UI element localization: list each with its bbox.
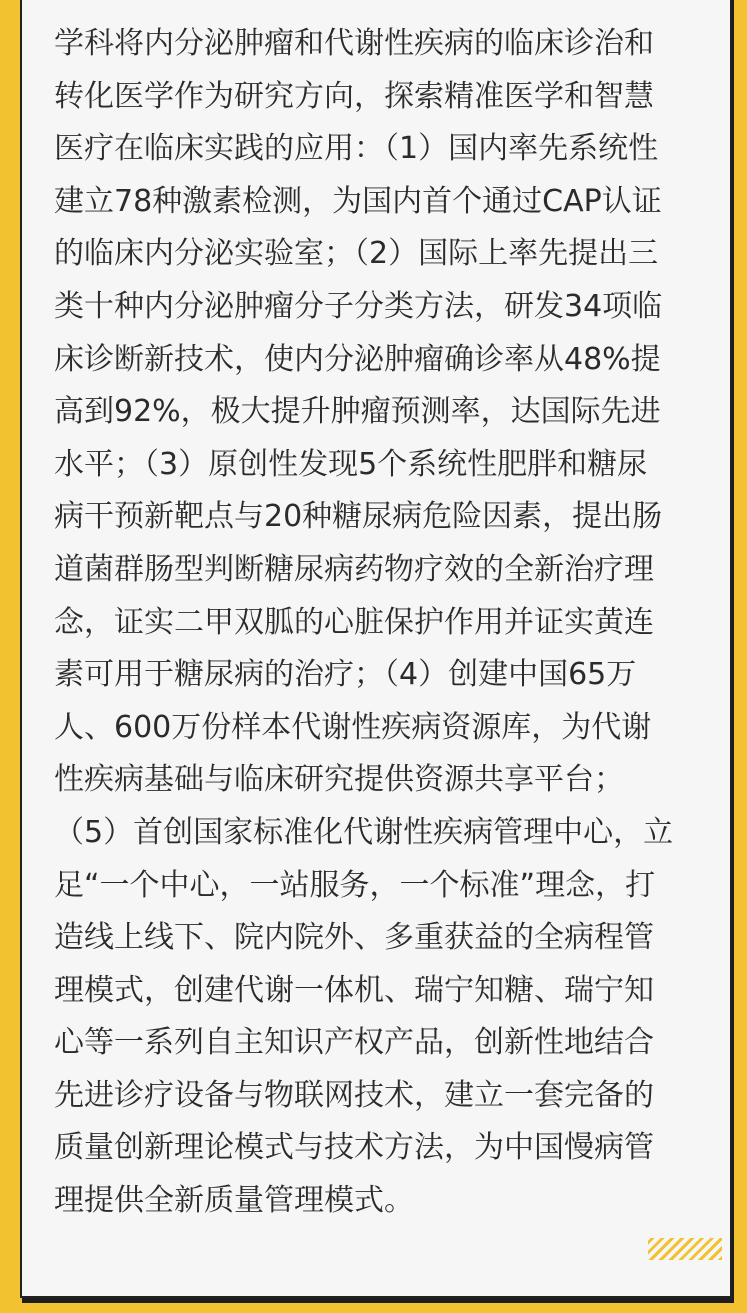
article-line: 建立78种激素检测，为国内首个通过CAP认证: [54, 183, 662, 219]
article-line: 念，证实二甲双胍的心脏保护作用并证实黄连: [54, 604, 654, 640]
article-line: 先进诊疗设备与物联网技术，建立一套完备的: [54, 1077, 654, 1113]
article-line: 足“一个中心，一站服务，一个标准”理念，打: [54, 867, 656, 903]
decorative-hatch: [648, 1238, 722, 1260]
article-line: 转化医学作为研究方向，探索精准医学和智慧: [54, 78, 654, 114]
article-line: 的临床内分泌实验室；（2）国际上率先提出三: [54, 236, 659, 272]
article-line: 医疗在临床实践的应用：（1）国内率先系统性: [54, 131, 659, 167]
article-line: 理提供全新质量管理模式。: [54, 1183, 414, 1219]
article-card: [20, 0, 732, 1298]
article-line: 学科将内分泌肿瘤和代谢性疾病的临床诊治和: [54, 26, 654, 61]
article-line: （5）首创国家标准化代谢性疾病管理中心，立: [54, 814, 674, 850]
article-line: 质量创新理论模式与技术方法，为中国慢病管: [54, 1130, 654, 1166]
article-line: 床诊断新技术，使内分泌肿瘤确诊率从48%提: [54, 341, 661, 377]
article-text: [54, 18, 714, 1228]
article-line: 心等一系列自主知识产权产品，创新性地结合: [54, 1025, 654, 1061]
article-line: 类十种内分泌肿瘤分子分类方法，研发34项临: [54, 288, 663, 324]
article-line: 性疾病基础与临床研究提供资源共享平台；: [54, 762, 624, 798]
article-line: 病干预新靶点与20种糖尿病危险因素，提出肠: [54, 499, 663, 535]
article-line: 理模式，创建代谢一体机、瑞宁知糖、瑞宁知: [54, 972, 654, 1008]
article-line: 造线上线下、院内院外、多重获益的全病程管: [54, 920, 654, 956]
article-line: 人、600万份样本代谢性疾病资源库，为代谢: [54, 709, 652, 745]
article-line: 高到92%，极大提升肿瘤预测率，达国际先进: [54, 394, 661, 430]
article-line: 水平；（3）原创性发现5个系统性肥胖和糖尿: [54, 446, 648, 482]
article-line: 道菌群肠型判断糖尿病药物疗效的全新治疗理: [54, 551, 654, 587]
article-line: 素可用于糖尿病的治疗；（4）创建中国65万: [54, 657, 637, 693]
